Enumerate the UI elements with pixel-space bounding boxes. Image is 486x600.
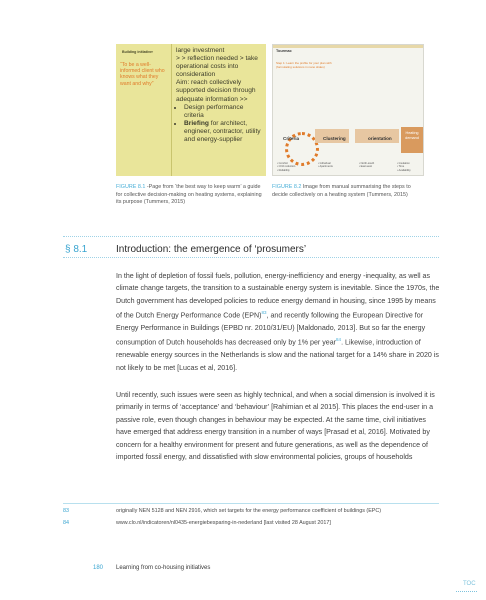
stage-clustering: Clustering	[323, 136, 346, 141]
caption-text: Image from manual summarising the steps to decide collectively on a heating system (Tummers, 2015)	[272, 184, 411, 198]
figure-bullet-list	[176, 104, 264, 144]
stage-orientation: orientation	[368, 136, 392, 141]
caption-text: -Page from ‘the best way to keep warm’ a guide for collective decision-making on heating systems, explaining its purpose (Tummers, 2015)	[116, 184, 262, 206]
figure-header: Tourmac	[276, 49, 292, 53]
figure-bullet: • Design performance criteria	[184, 104, 264, 120]
caption-label: FIGURE 8.2	[272, 184, 302, 190]
footnote-text: originally NEN 5128 and NEN 2916, which set targets for the energy performance coefficient of buildings (EPC)	[116, 508, 382, 514]
figure-bullet: • Briefing for architect, engineer, contractor, utility and energy-supplier	[184, 120, 264, 144]
figure-top-bar	[273, 45, 423, 48]
figure-line: > > reflection needed > take operational costs into consideration	[176, 55, 258, 79]
paragraph-text: . Likewise, introduction of renewable energy sources in the Netherlands is slow and the national target for a 14% share in 2020 is not likely to be met [Lucas et al, 2016].	[116, 338, 439, 372]
heating-demand-box: Heating demand	[401, 127, 423, 153]
toc-link[interactable]: TOC	[463, 581, 476, 587]
figure-8-1-image	[116, 44, 266, 176]
figure-note: Step 1: Learn the profile for your plan with (formulating solutions in nano slides)	[276, 61, 332, 69]
body-paragraph	[116, 389, 441, 463]
stage-list: • Insulation • Time • Availability	[397, 162, 411, 172]
stage-list: • Individual • Apartments	[318, 162, 333, 169]
stage-list: • Comfort • CO2 reduction • Reliability	[277, 162, 296, 172]
footnote-rule	[63, 503, 439, 504]
page-number: 180	[93, 565, 104, 571]
figure-header: Building initiative›	[122, 50, 154, 54]
figure-text-block	[176, 47, 264, 144]
figure-quote: “To be a well-informed client who knows what they want and why”	[120, 62, 165, 87]
figure-8-2-image	[272, 44, 424, 176]
stage-list: • North-south • East-west	[359, 162, 375, 169]
footnote-ref[interactable]: 84	[336, 337, 342, 343]
figure-divider	[171, 44, 172, 176]
toc-underline	[456, 591, 477, 592]
section-number: § 8.1	[65, 244, 88, 255]
figure-line: large investment	[176, 47, 225, 54]
footnote-number: 83	[63, 508, 69, 514]
figure-8-2-caption	[272, 184, 427, 199]
footnote-number: 84	[63, 520, 69, 526]
section-title: Introduction: the emergence of ‘prosumers’	[116, 244, 307, 255]
section-rule-top	[63, 236, 439, 237]
running-title: Learning from co-housing initiatives	[116, 565, 211, 571]
figure-line: Aim: reach collectively supported decision through adequate information >>	[176, 79, 256, 103]
paragraph-text: , and recently following the European Directive for Energy Performance in Buildings (EPBD nr. 2010/31/EU) [Maldonado, 2013]. But so far the energy consumption of Dutch households has decreased only by 1% per year	[116, 311, 426, 347]
stage-criteria: Criteria	[283, 136, 300, 141]
paragraph-text: In the light of depletion of fossil fuels, pollution, energy-inefficiency and energy -inequality, as well as climate change targets, the transition to a sustainable energy system is inevitable. Since the 1970s, the Dutch government has developed policies to reduce energy demand in housing, since 1995 by means of the Dutch Energy Performance Code (EPN)	[116, 272, 440, 320]
section-rule-bottom	[63, 257, 439, 258]
footnote-ref[interactable]: 83	[261, 310, 267, 316]
paragraph-text: Until recently, such issues were seen as highly technical, and when a social dimension is involved it is primarily in terms of ‘acceptance’ and ‘behaviour’ [Rahimian et al 2015]. This places the end-user in a passive role, even though changes in behaviour may be expected. At the same time, civil initiatives have emerged that address energy transition in a number of ways [Prasad et al, 2016]. Motivated by concern for a healthy environment for present and future generations, as well as the dependence of imported fossil energy, and dissatisfied with slow environmental policies, groups of households	[116, 391, 435, 462]
footnote-text: www.clo.nl/indicatoren/nl0435-energiebesparing-in-nederland [last visited 28 August 2017]	[116, 520, 331, 526]
caption-label: FIGURE 8.1	[116, 184, 146, 190]
figure-8-1-caption	[116, 184, 266, 207]
body-paragraph	[116, 270, 441, 374]
